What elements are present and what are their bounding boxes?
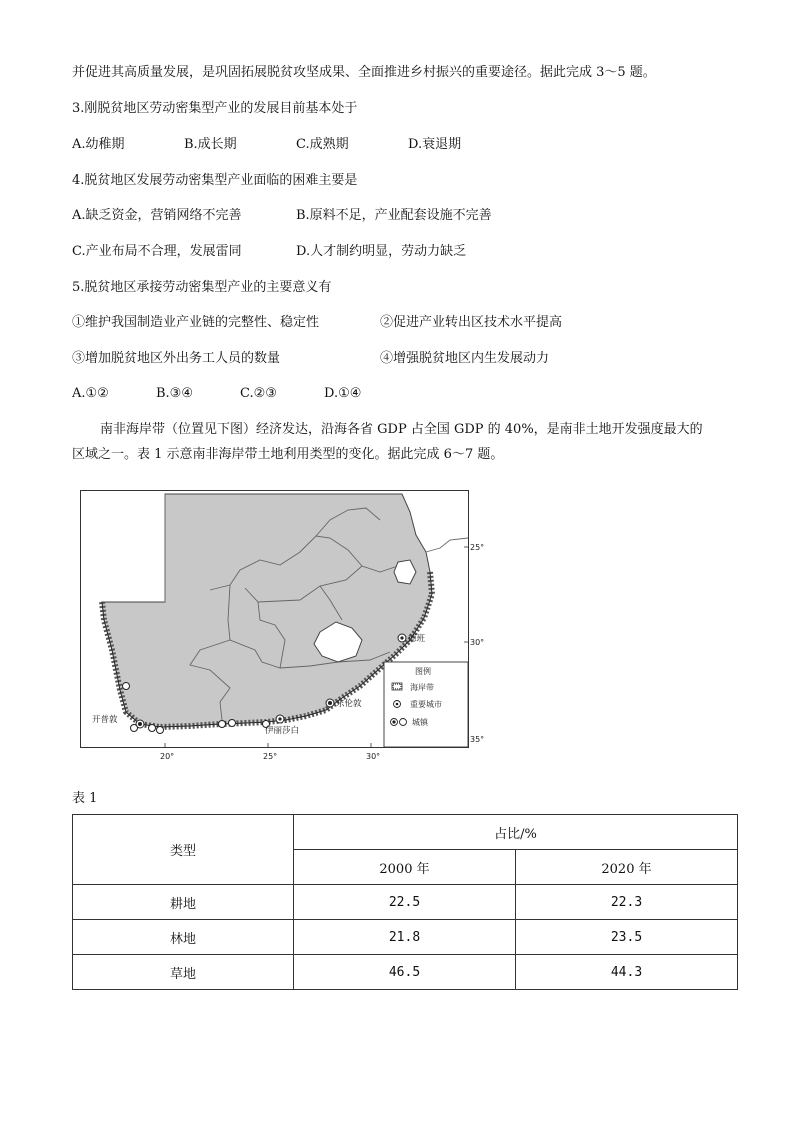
city-label-east-london: 东伦敦 (336, 699, 362, 709)
south-africa-coast-map (80, 490, 485, 765)
q4-option-a: A.缺乏资金，营销网络不完善 (72, 208, 242, 223)
intro-tail: 并促进其高质量发展，是巩固拓展脱贫攻坚成果、全面推进乡村振兴的重要途径。据此完成 3～5 题。 (72, 65, 656, 80)
city-label-cape-town: 开普敦 (92, 715, 118, 725)
q3-option-b: B.成长期 (184, 137, 237, 152)
legend-coast-label: 海岸带 (410, 683, 434, 692)
row-value-2000: 21.8 (294, 920, 516, 955)
q5-option-d: D.①④ (324, 386, 362, 401)
header-year-2000: 2000 年 (294, 850, 516, 885)
lat-label-30: 30° (470, 638, 485, 647)
lon-label-20: 20° (160, 752, 175, 761)
land-use-table (72, 814, 738, 990)
q3-option-d: D.衰退期 (408, 137, 462, 152)
q5-statement-2: ②促进产业转出区技术水平提高 (380, 315, 563, 330)
legend-city-label: 重要城市 (410, 700, 442, 709)
row-value-2020: 23.5 (516, 920, 738, 955)
row-value-2000: 22.5 (294, 885, 516, 920)
q5-statement-3: ③增加脱贫地区外出务工人员的数量 (72, 351, 281, 366)
table-row (73, 920, 738, 955)
q5-statement-4: ④增强脱贫地区内生发展动力 (380, 351, 550, 366)
lat-label-35: 35° (470, 735, 485, 744)
q5-option-b: B.③④ (156, 386, 193, 401)
q5-option-a: A.①② (72, 386, 109, 401)
header-type: 类型 (73, 815, 294, 885)
passage-line-1: 南非海岸带（位置见下图）经济发达，沿海各省 GDP 占全国 GDP 的 40%，是南非土地开发强度最大的 (100, 422, 703, 437)
q3-option-c: C.成熟期 (296, 137, 349, 152)
lat-label-25: 25° (470, 543, 485, 552)
row-value-2000: 46.5 (294, 955, 516, 990)
question-4-stem: 4.脱贫地区发展劳动密集型产业面临的困难主要是 (72, 173, 358, 188)
city-label-port-elizabeth: 伊丽莎白 (265, 726, 300, 736)
question-3-stem: 3.刚脱贫地区劳动密集型产业的发展目前基本处于 (72, 101, 358, 116)
legend-title: 图例 (415, 667, 431, 676)
lon-label-25: 25° (263, 752, 278, 761)
q3-option-a: A.幼稚期 (72, 137, 125, 152)
q4-option-c: C.产业布局不合理，发展雷同 (72, 244, 242, 259)
row-type: 耕地 (73, 885, 294, 920)
q4-option-d: D.人才制约明显，劳动力缺乏 (296, 244, 467, 259)
q5-statement-1: ①维护我国制造业产业链的完整性、稳定性 (72, 315, 320, 330)
q5-option-c: C.②③ (240, 386, 277, 401)
city-label-durban: 德班 (408, 634, 426, 644)
row-type: 草地 (73, 955, 294, 990)
passage-line-2: 区域之一。表 1 示意南非海岸带土地利用类型的变化。据此完成 6～7 题。 (72, 447, 504, 462)
lon-label-30: 30° (366, 752, 381, 761)
header-share: 占比/% (294, 815, 738, 850)
map-legend (384, 662, 468, 747)
header-year-2020: 2020 年 (516, 850, 738, 885)
row-value-2020: 44.3 (516, 955, 738, 990)
row-value-2020: 22.3 (516, 885, 738, 920)
question-5-stem: 5.脱贫地区承接劳动密集型产业的主要意义有 (72, 280, 332, 295)
table-row (73, 955, 738, 990)
q4-option-b: B.原料不足，产业配套设施不完善 (296, 208, 492, 223)
legend-town-label: 城镇 (412, 718, 428, 727)
table-row (73, 885, 738, 920)
row-type: 林地 (73, 920, 294, 955)
table-caption: 表 1 (72, 791, 98, 806)
